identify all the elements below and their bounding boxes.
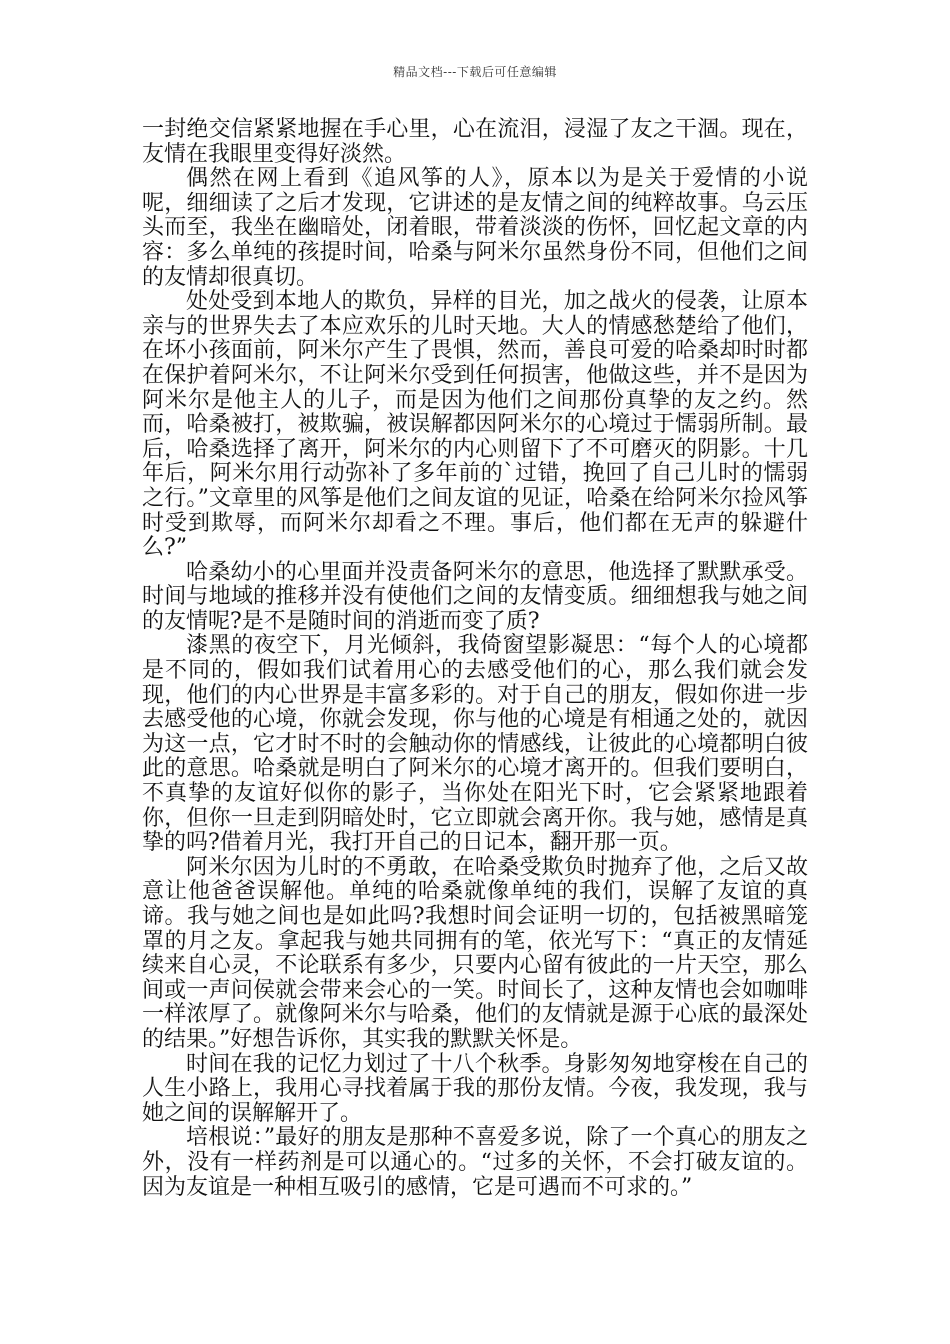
- paragraph-4: 哈桑幼小的心里面并没责备阿米尔的意思，他选择了默默承受。时间与地域的推移并没有使他们之间的友情变质。细细想我与她之间的友情呢?是不是随时间的消逝而变了质?: [142, 559, 808, 634]
- paragraph-8: 培根说：”最好的朋友是那种不喜爱多说，除了一个真心的朋友之外，没有一样药剂是可以通心的。“过多的关怀，不会打破友谊的。因为友谊是一种相互吸引的感情，它是可遇而不可求的。”: [142, 1125, 808, 1200]
- paragraph-2: 偶然在网上看到《追风筝的人》，原本以为是关于爱情的小说呢，细细读了之后才发现，它讲述的是友情之间的纯粹故事。乌云压头而至，我坐在幽暗处，闭着眼，带着淡淡的伤怀，回忆起文章的内容：多么单纯的孩提时间，哈桑与阿米尔虽然身份不同，但他们之间的友情却很真切。: [142, 166, 808, 290]
- paragraph-5: 漆黑的夜空下，月光倾斜，我倚窗望影凝思：“每个人的心境都是不同的，假如我们试着用心的去感受他们的心，那么我们就会发现，他们的内心世界是丰富多彩的。对于自己的朋友，假如你进一步去感受他的心境，你就会发现，你与他的心境是有相通之处的，就因为这一点，它才时不时的会触动你的情感线，让彼此的心境都明白彼此的意思。哈桑就是明白了阿米尔的心境才离开的。但我们要明白，不真挚的友谊好似你的影子，当你处在阳光下时，它会紧紧地跟着你，但你一旦走到阴暗处时，它立即就会离开你。我与她，感情是真挚的吗?借着月光，我打开自己的日记本，翻开那一页。: [142, 633, 808, 856]
- document-body: [142, 118, 808, 1200]
- paragraph-3: 处处受到本地人的欺负，异样的目光，加之战火的侵袭，让原本亲与的世界失去了本应欢乐的儿时天地。大人的情感愁楚给了他们，在坏小孩面前，阿米尔产生了畏惧，然而，善良可爱的哈桑却时时都在保护着阿米尔，不让阿米尔受到任何损害，他做这些，并不是因为阿米尔是他主人的儿子，而是因为他们之间那份真挚的友之约。然而，哈桑被打，被欺骗，被误解都因阿米尔的心境过于懦弱所制。最后，哈桑选择了离开，阿米尔的内心则留下了不可磨灭的阴影。十几年后，阿米尔用行动弥补了多年前的`过错，挽回了自己儿时的懦弱之行。”文章里的风筝是他们之间友谊的见证，哈桑在给阿米尔捡风筝时受到欺辱，而阿米尔却看之不理。事后，他们都在无声的躲避什么?”: [142, 289, 808, 561]
- page-header: 精品文档---下载后可任意编辑: [393, 65, 557, 79]
- paragraph-6: 阿米尔因为儿时的不勇敢，在哈桑受欺负时抛弃了他，之后又故意让他爸爸误解他。单纯的哈桑就像单纯的我们，误解了友谊的真谛。我与她之间也是如此吗?我想时间会证明一切的，包括被黑暗笼罩的月之友。拿起我与她共同拥有的笔，依光写下：“真正的友情延续来自心灵，不论联系有多少，只要内心留有彼此的一片天空，那么间或一声问侯就会带来会心的一笑。时间长了，这种友情也会如咖啡一样浓厚了。就像阿米尔与哈桑，他们的友情就是源于心底的最深处的结果。”好想告诉你，其实我的默默关怀是。: [142, 854, 808, 1052]
- paragraph-7: 时间在我的记忆力划过了十八个秋季。身影匆匆地穿梭在自己的人生小路上，我用心寻找着属于我的那份友情。今夜，我发现，我与她之间的误解解开了。: [142, 1051, 808, 1126]
- paragraph-1: 一封绝交信紧紧地握在手心里，心在流泪，浸湿了友之干涸。现在，友情在我眼里变得好淡然。: [142, 117, 808, 167]
